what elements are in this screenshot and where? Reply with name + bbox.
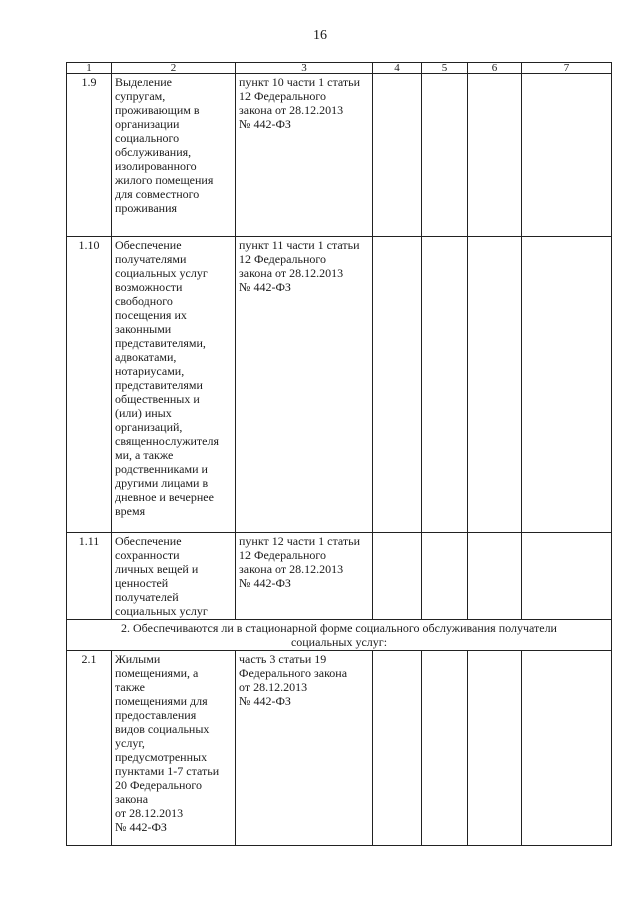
column-header: 3 (236, 63, 373, 74)
item-number: 1.11 (67, 533, 112, 620)
column-header: 5 (422, 63, 468, 74)
empty-cell (422, 74, 468, 237)
table-row (67, 74, 612, 237)
empty-cell (373, 237, 422, 533)
item-description: Обеспечение получателями социальных услуг возможности свободного посещения их законными представителями, адвокатами, нотариусами, представителями общественных и (или) иных организаций, священнослужителя ми, а также родственниками и другими лицами в дневное и вечернее время (112, 237, 236, 533)
table-row (67, 533, 612, 620)
empty-cell (468, 237, 522, 533)
empty-cell (422, 533, 468, 620)
item-number: 1.9 (67, 74, 112, 237)
item-description: Обеспечение сохранности личных вещей и ценностей получателей социальных услуг (112, 533, 236, 620)
legal-basis: пункт 12 части 1 статьи 12 Федерального закона от 28.12.2013 № 442-ФЗ (236, 533, 373, 620)
legal-basis: пункт 10 части 1 статьи 12 Федерального закона от 28.12.2013 № 442-ФЗ (236, 74, 373, 237)
legal-basis: часть 3 статьи 19 Федерального закона от 28.12.2013 № 442-ФЗ (236, 651, 373, 846)
column-header: 6 (468, 63, 522, 74)
empty-cell (373, 74, 422, 237)
column-header: 4 (373, 63, 422, 74)
table-row (67, 237, 612, 533)
item-number: 1.10 (67, 237, 112, 533)
empty-cell (522, 651, 612, 846)
section-heading: 2. Обеспечиваются ли в стационарной форме социального обслуживания получатели социальных услуг: (67, 620, 612, 651)
legal-basis: пункт 11 части 1 статьи 12 Федерального закона от 28.12.2013 № 442-ФЗ (236, 237, 373, 533)
empty-cell (522, 74, 612, 237)
empty-cell (468, 651, 522, 846)
column-header: 2 (112, 63, 236, 74)
column-header-row (67, 63, 612, 74)
empty-cell (373, 651, 422, 846)
empty-cell (468, 533, 522, 620)
empty-cell (422, 651, 468, 846)
checklist-table (66, 62, 612, 846)
table-row (67, 651, 612, 846)
empty-cell (522, 237, 612, 533)
empty-cell (422, 237, 468, 533)
item-description: Жилыми помещениями, а также помещениями для предоставления видов социальных услуг, предусмотренных пунктами 1-7 статьи 20 Федерального закона от 28.12.2013 № 442-ФЗ (112, 651, 236, 846)
page-number: 16 (313, 28, 327, 43)
column-header: 7 (522, 63, 612, 74)
item-number: 2.1 (67, 651, 112, 846)
empty-cell (373, 533, 422, 620)
section-row (67, 620, 612, 651)
column-header: 1 (67, 63, 112, 74)
item-description: Выделение супругам, проживающим в организации социального обслуживания, изолированного жилого помещения для совместного проживания (112, 74, 236, 237)
empty-cell (522, 533, 612, 620)
empty-cell (468, 74, 522, 237)
